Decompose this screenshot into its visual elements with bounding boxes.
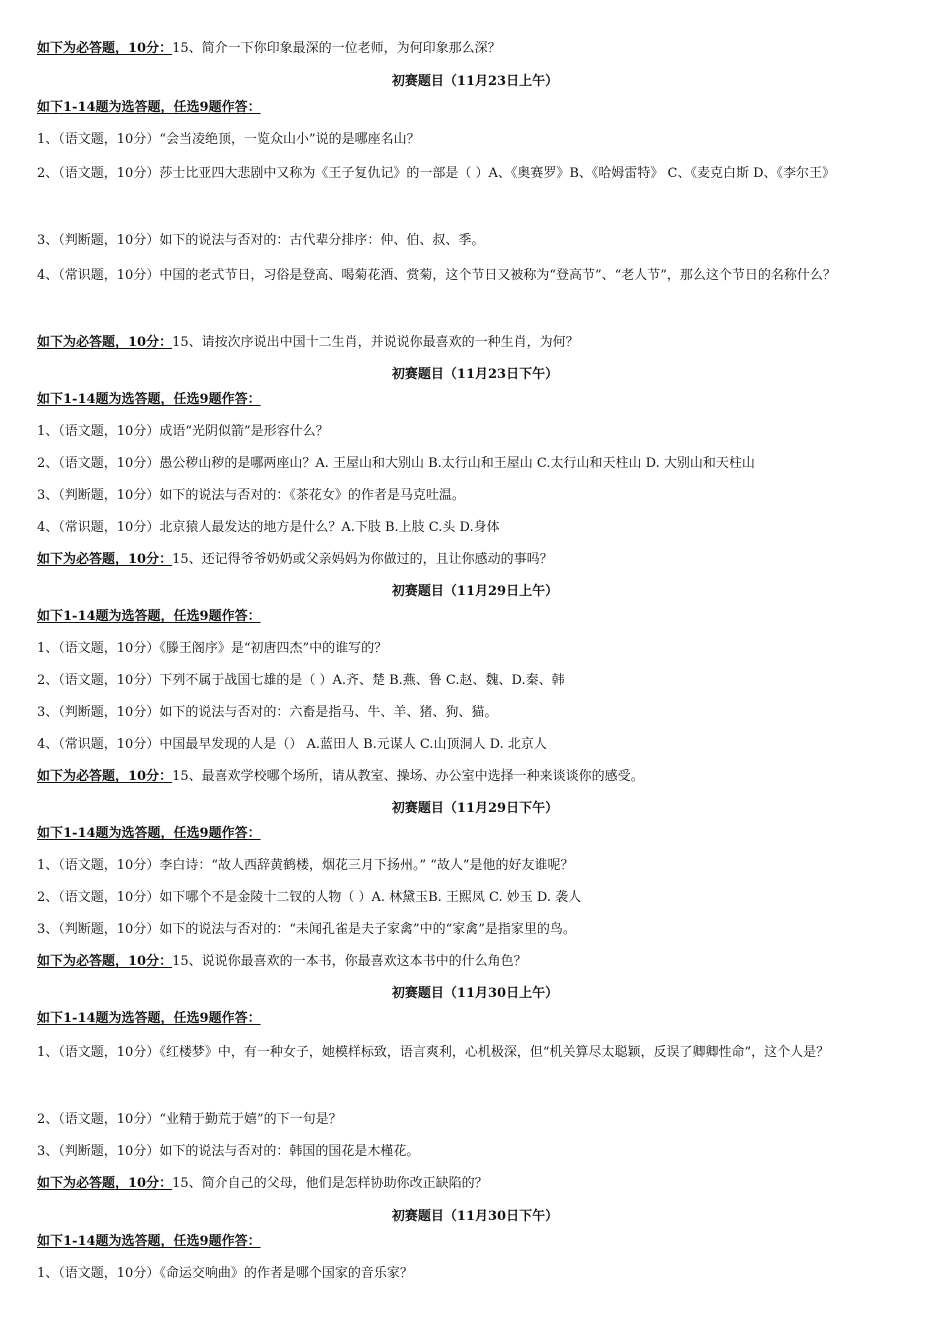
question-item: 2、（语文题，10分）莎士比亚四大悲剧中又称为《王子复仇记》的一部是（ ）A、《奥赛罗》B、《哈姆雷特》 C、《麦克白斯 D、《李尔王》: [37, 166, 836, 181]
question-item: 1、（语文题，10分）李白诗：“故人西辞黄鹤楼，烟花三月下扬州。” “故人”是他的好友谁呢？: [37, 858, 574, 873]
question-item: 1、（语文题，10分）《命运交响曲》的作者是哪个国家的音乐家？: [37, 1266, 413, 1281]
question-item: 4、（常识题，10分）中国最早发现的人是（） A.蓝田人 B.元谋人 C.山顶洞人 D. 北京人: [37, 737, 547, 752]
required-question: [37, 335, 579, 351]
optional-section-label: 如下1-14题为选答题，任选9题作答：: [37, 100, 261, 115]
optional-section-label: 如下1-14题为选答题，任选9题作答：: [37, 609, 261, 624]
optional-section-label: 如下1-14题为选答题，任选9题作答：: [37, 826, 261, 841]
section-heading: 初赛题目（11月30日下午）: [391, 1209, 559, 1224]
required-question: [37, 954, 527, 970]
required-label: 如下为必答题，10分：: [37, 769, 173, 784]
question-item: 1、（语文题，10分）《滕王阁序》是“初唐四杰”中的谁写的？: [37, 641, 388, 656]
question-item: 1、（语文题，10分）成语“光阴似箭”是形容什么？: [37, 424, 329, 439]
required-label: 如下为必答题，10分：: [37, 552, 173, 567]
section-heading: 初赛题目（11月23日下午）: [391, 367, 559, 382]
question-item: 1、（语文题，10分）《红楼梦》中，有一种女子，她模样标致，语言爽利，心机极深，但“机关算尽太聪颖，反误了卿卿性命”，这个人是？: [37, 1045, 830, 1060]
question-item: 3、（判断题，10分）如下的说法与否对的：《茶花女》的作者是马克吐温。: [37, 488, 465, 503]
section-heading: 初赛题目（11月30日上午）: [391, 986, 559, 1001]
required-label: 如下为必答题，10分：: [37, 954, 173, 969]
question-item: 3、（判断题，10分）如下的说法与否对的：韩国的国花是木槿花。: [37, 1144, 420, 1159]
question-item: 2、（语文题，10分）愚公秽山秽的是哪两座山？A. 王屋山和大别山 B.太行山和王屋山 C.太行山和天柱山 D. 大别山和天柱山: [37, 456, 755, 471]
required-question: [37, 552, 553, 568]
required-question-text: 15、请按次序说出中国十二生肖，并说说你最喜欢的一种生肖，为何？: [172, 335, 579, 350]
required-question: [37, 1176, 488, 1192]
required-question-text: 15、还记得爷爷奶奶或父亲妈妈为你做过的，且让你感动的事吗？: [172, 552, 553, 567]
required-label: 如下为必答题，10分：: [37, 335, 173, 350]
section-heading: 初赛题目（11月29日下午）: [391, 801, 559, 816]
required-question-text: 15、简介一下你印象最深的一位老师，为何印象那么深？: [172, 41, 501, 56]
question-item: 4、（常识题，10分）北京猿人最发达的地方是什么？A.下肢 B.上肢 C.头 D.身体: [37, 520, 500, 535]
required-question-text: 15、说说你最喜欢的一本书，你最喜欢这本书中的什么角色？: [172, 954, 527, 969]
required-question-text: 15、简介自己的父母，他们是怎样协助你改正缺陷的？: [172, 1176, 488, 1191]
question-item: 3、（判断题，10分）如下的说法与否对的：“未闻孔雀是夫子家禽”中的“家禽”是指家里的鸟。: [37, 922, 576, 937]
required-label: 如下为必答题，10分：: [37, 1176, 173, 1191]
required-label: 如下为必答题，10分：: [37, 41, 173, 56]
optional-section-label: 如下1-14题为选答题，任选9题作答：: [37, 1011, 261, 1026]
required-question: [37, 41, 501, 57]
question-item: 3、（判断题，10分）如下的说法与否对的：六畜是指马、牛、羊、猪、狗、猫。: [37, 705, 498, 720]
question-item: 3、（判断题，10分）如下的说法与否对的：古代辈分排序：仲、伯、叔、季。: [37, 233, 485, 248]
section-heading: 初赛题目（11月29日上午）: [391, 584, 559, 599]
question-item: 1、（语文题，10分）“会当凌绝顶，一览众山小”说的是哪座名山？: [37, 132, 420, 147]
question-item: 2、（语文题，10分）如下哪个不是金陵十二钗的人物（ ）A. 林黛玉B. 王熙凤 C. 妙玉 D. 袭人: [37, 890, 582, 905]
question-item: 2、（语文题，10分）“业精于勤荒于嬉”的下一句是？: [37, 1112, 342, 1127]
question-item: 2、（语文题，10分）下列不属于战国七雄的是（ ）A.齐、楚 B.燕、鲁 C.赵、魏、D.秦、韩: [37, 673, 565, 688]
optional-section-label: 如下1-14题为选答题，任选9题作答：: [37, 1234, 261, 1249]
section-heading: 初赛题目（11月23日上午）: [391, 74, 559, 89]
question-item: 4、（常识题，10分）中国的老式节日，习俗是登高、喝菊花酒、赏菊，这个节日又被称为“登高节”、“老人节”，那么这个节日的名称什么？: [37, 268, 836, 283]
required-question: [37, 769, 644, 785]
optional-section-label: 如下1-14题为选答题，任选9题作答：: [37, 392, 261, 407]
required-question-text: 15、最喜欢学校哪个场所，请从教室、操场、办公室中选择一种来谈谈你的感受。: [172, 769, 644, 784]
